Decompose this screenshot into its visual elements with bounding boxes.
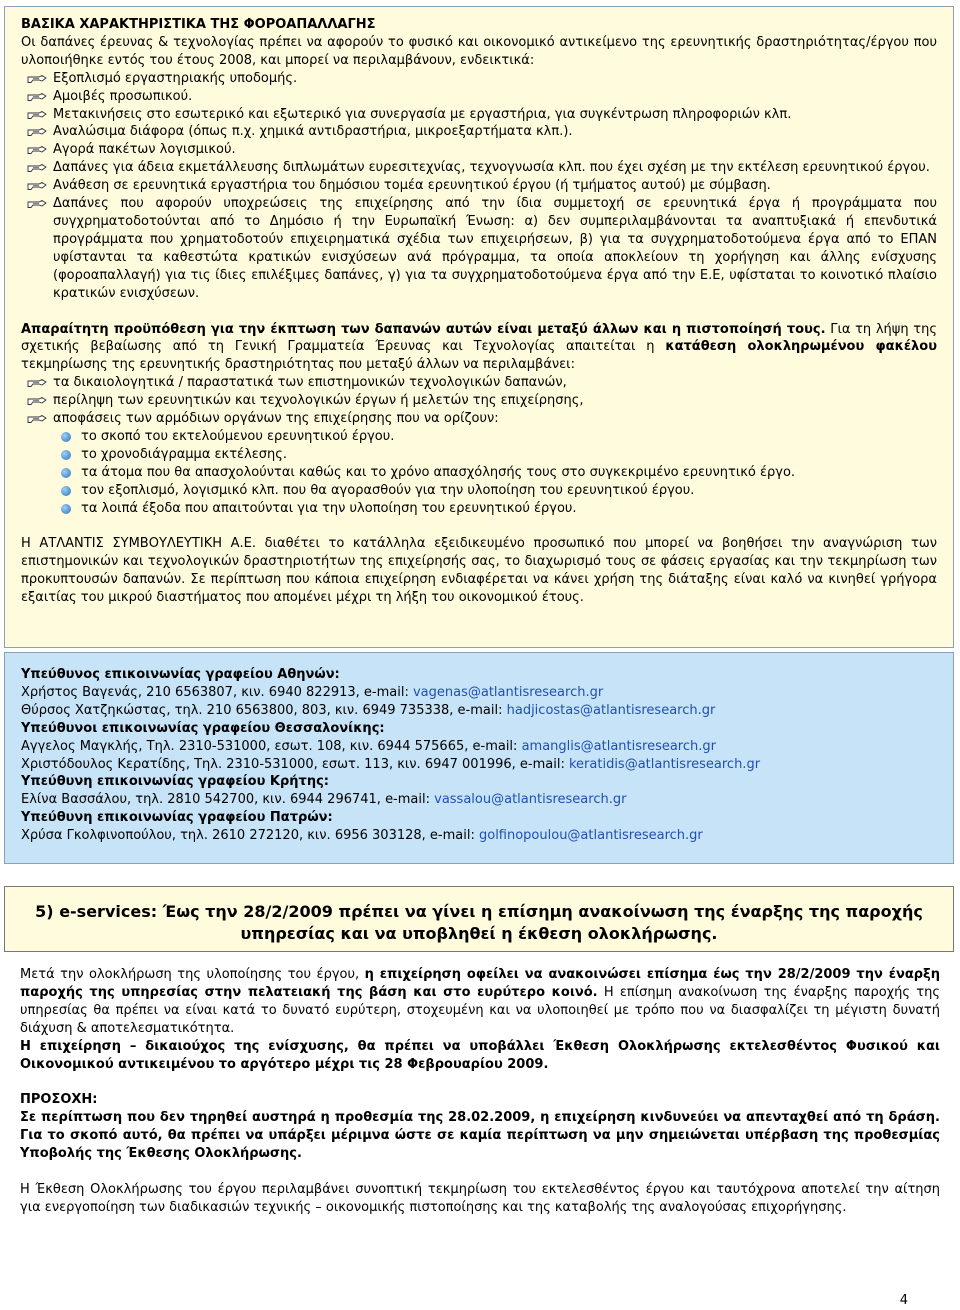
list-item-text: Αναλώσιμα διάφορα (όπως π.χ. χημικά αντιδραστήρια, μικροεξαρτήματα κλπ.). — [53, 124, 573, 140]
crete-office-title: Υπεύθυνη επικοινωνίας γραφείου Κρήτης: — [21, 774, 330, 790]
prerequisite-paragraph — [21, 321, 937, 375]
blue-bullet-icon — [61, 504, 71, 514]
list-item — [21, 106, 937, 124]
list-item-text: Δαπάνες που αφορούν υποχρεώσεις της επιχείρησης από την ίδια συμμετοχή σε ερευνητικά έργα ή προγράμματα που συγχρηματοδοτούνται από το Δημόσιο ή την Ευρωπαϊκή Ένωση: α) δεν συμπεριλαμβάνονται τα αναπτυξιακά ή επενδυτικά προγράμματα που χρηματοδοτούν επιχειρηματικά σχέδια των επιχειρήσεων, β) για τα συγχρηματοδοτούμενα έργα από το ΕΠΑΝ υφίστανται τα καθεστώτα κρατικών ενισχύσεων ανά πρόγραμμα, τα οποία αποκλείουν τη χορήγηση και άλλης ενίσχυσης (φοροαπαλλαγή) για τις ίδιες επιλέξιμες δαπάνες, γ) για τα συγχρηματοδοτούμενα έργα από την Ε.Ε, υφίσταται το κοινοτικό πλαίσιο κρατικών ενισχύσεων. — [53, 196, 937, 301]
contact-details: Ελίνα Βασσάλου, τηλ. 2810 542700, κιν. 6944 296741, e-mail: — [21, 792, 435, 808]
list-item-text: Αγορά πακέτων λογισμικού. — [53, 142, 236, 158]
list-item — [21, 482, 937, 500]
email-link[interactable]: keratidis@atlantisresearch.gr — [568, 756, 761, 772]
list-item — [21, 123, 937, 141]
list-item — [21, 428, 937, 446]
decision-items-list — [21, 428, 937, 518]
list-item-text: Αμοιβές προσωπικού. — [53, 88, 193, 104]
contact-details: Χρύσα Γκολφινοπούλου, τηλ. 2610 272120, κιν. 6956 303128, e-mail: — [21, 828, 479, 844]
list-item — [21, 392, 937, 410]
announcement-bold: η επιχείρηση οφείλει να ανακοινώσει επίσημα έως την 28/2/2009 την έναρξη παροχής της υπηρεσίας στην πελατειακή της βάση και στο ευρύτερο κοινό. — [20, 967, 940, 1000]
email-link[interactable]: golfinopoulou@atlantisresearch.gr — [478, 828, 703, 844]
intro-paragraph: Οι δαπάνες έρευνας & τεχνολογίας πρέπει να αφορούν το φυσικό και οικονομικό αντικείμενο της ερευνητικής δραστηριότητας/έργου που υλοποιήθηκε εντός του έτους 2008, και μπορεί να περιλαμβάνουν, ενδεικτικά: — [21, 34, 937, 68]
list-item — [21, 159, 937, 177]
blue-bullet-icon — [61, 432, 71, 442]
list-item-text: τον εξοπλισμό, λογισμικό κλπ. που θα αγορασθούν για την υλοποίηση του ερευνητικού έργου. — [81, 482, 695, 498]
list-item — [21, 446, 937, 464]
list-item-text: το χρονοδιάγραμμα εκτέλεσης. — [81, 446, 288, 462]
contact-details: Χρήστος Βαγενάς, 210 6563807, κιν. 6940 822913, e-mail: — [21, 684, 413, 700]
pointing-hand-icon — [27, 200, 47, 208]
blue-bullet-icon — [61, 486, 71, 496]
e-services-heading: 5) e-services: Έως την 28/2/2009 πρέπει να γίνει η επίσημη ανακοίνωση της έναρξης της παροχής υπηρεσίας και να υποβληθεί η έκθεση ολοκλήρωσης. — [35, 902, 923, 943]
patra-office-title: Υπεύθυνη επικοινωνίας γραφείου Πατρών: — [21, 810, 333, 826]
pointing-hand-icon — [27, 164, 47, 172]
list-item — [21, 70, 937, 88]
contact-line — [21, 756, 937, 774]
contact-line — [21, 702, 937, 720]
pointing-hand-icon — [27, 146, 47, 154]
prerequisite-bold: Απαραίτητη προϋπόθεση για την έκπτωση των δαπανών αυτών είναι μεταξύ άλλων και η πιστοποίησή τους. — [21, 321, 826, 337]
contacts-box — [4, 652, 954, 864]
list-item — [21, 374, 937, 392]
blue-bullet-icon — [61, 450, 71, 460]
pointing-hand-icon — [27, 128, 47, 136]
list-item-text: το σκοπό του εκτελούμενου ερευνητικού έργου. — [81, 428, 395, 444]
blue-bullet-icon — [61, 468, 71, 478]
list-item-text: περίληψη των ερευνητικών και τεχνολογικών έργων ή μελετών της επιχείρησης, — [53, 393, 584, 409]
pointing-hand-icon — [27, 111, 47, 119]
e-services-heading-box — [4, 886, 954, 952]
e-services-body — [20, 966, 940, 1217]
dossier-items-list — [21, 374, 937, 428]
contact-line — [21, 791, 937, 809]
attention-text: Σε περίπτωση που δεν τηρηθεί αυστηρά η προθεσμία της 28.02.2009, η επιχείρηση κινδυνεύει να απενταχθεί από τη δράση. Για το σκοπό αυτό, θα πρέπει να υπάρξει μέριμνα ώστε σε καμία περίπτωση να μην σημειώνεται υπέρβαση της προθεσμίας Υποβολής της Έκθεσης Ολοκλήρωσης. — [20, 1110, 940, 1162]
pointing-hand-icon — [27, 75, 47, 83]
announcement-paragraph — [20, 966, 940, 1038]
pointing-hand-icon — [27, 379, 47, 387]
email-link[interactable]: amanglis@atlantisresearch.gr — [521, 738, 716, 754]
contact-details: Χριστόδουλος Κερατίδης, Τηλ. 2310-531000, εσωτ. 113, κιν. 6947 001996, e-mail: — [21, 756, 569, 772]
pointing-hand-icon — [27, 93, 47, 101]
report-description-paragraph: Η Έκθεση Ολοκλήρωσης του έργου περιλαμβάνει συνοπτική τεκμηρίωση του εκτελεσθέντος έργου και ταυτόχρονα αποτελεί την αίτηση για ενεργοποίηση των διαδικασιών τεχνικής – οικονομικής πιστοποίησης και της καταβολής της αναλογούσας επιχορήγησης. — [20, 1182, 940, 1215]
list-item-text: τα δικαιολογητικά / παραστατικά των επιστημονικών τεχνολογικών δαπανών, — [53, 375, 567, 391]
thessaloniki-office-title: Υπεύθυνοι επικοινωνίας γραφείου Θεσσαλονίκης: — [21, 720, 385, 736]
tax-exemption-section — [4, 6, 954, 648]
list-item-text: αποφάσεις των αρμόδιων οργάνων της επιχείρησης που να ορίζουν: — [53, 411, 499, 427]
contact-details: Αγγελος Μαγκλής, Τηλ. 2310-531000, εσωτ. 108, κιν. 6944 575665, e-mail: — [21, 738, 522, 754]
expense-items-list — [21, 70, 937, 303]
pointing-hand-icon — [27, 397, 47, 405]
prerequisite-bold-dossier: κατάθεση ολοκληρωμένου φακέλου — [665, 339, 937, 355]
list-item — [21, 195, 937, 302]
list-item-text: τα λοιπά έξοδα που απαιτούνται για την υλοποίηση του ερευνητικού έργου. — [81, 500, 577, 516]
list-item — [21, 88, 937, 106]
attention-title: ΠΡΟΣΟΧΗ: — [20, 1092, 98, 1108]
contact-line — [21, 827, 937, 845]
pointing-hand-icon — [27, 415, 47, 423]
list-item — [21, 141, 937, 159]
list-item — [21, 464, 937, 482]
athens-office-title: Υπεύθυνος επικοινωνίας γραφείου Αθηνών: — [21, 667, 340, 682]
email-link[interactable]: vassalou@atlantisresearch.gr — [434, 792, 627, 808]
list-item — [21, 410, 937, 428]
prerequisite-text: Για τη λήψη της σχετικής βεβαίωσης από τη Γενική Γραμματεία Έρευνας και Τεχνολογίας απαιτείται η — [21, 321, 937, 355]
list-item — [21, 500, 937, 518]
pointing-hand-icon — [27, 182, 47, 190]
list-item — [21, 177, 937, 195]
list-item-text: τα άτομα που θα απασχολούνται καθώς και το χρόνο απασχόλησής τους στο συγκεκριμένο ερευνητικό έργο. — [81, 464, 796, 480]
report-paragraph: Η επιχείρηση – δικαιούχος της ενίσχυσης, θα πρέπει να υποβάλλει Έκθεση Ολοκλήρωσης εκτελεσθέντος Φυσικού και Οικονομικού αντικειμένου το αργότερο μέχρι τις 28 Φεβρουαρίου 2009. — [20, 1038, 940, 1072]
closing-paragraph: Η ΑΤΛΑΝΤΙΣ ΣΥΜΒΟΥΛΕΥΤΙΚΗ Α.Ε. διαθέτει το κατάλληλα εξειδικευμένο προσωπικό που μπορεί να βοηθήσει την αναγνώριση των επιστημονικών και τεχνολογικών δραστηριοτήτων της επιχείρησής σας, το διαχωρισμό τους σε φάσεις εργασίας και την τεκμηρίωση των προκυπτουσών δαπανών. Σε περίπτωση που κάποια επιχείρηση ενδιαφέρεται να κάνει χρήση της διάταξης είναι καλό να κινηθεί γρήγορα εξαιτίας του μικρού διαστήματος που απομένει μέχρι τη λήξη του οικονομικού έτους. — [21, 536, 937, 606]
announcement-text-end: Η επίσημη ανακοίνωση της έναρξης παροχής της υπηρεσίας θα πρέπει να είναι κατά το δυνατό ευρύτερη, στοχευμένη και να υλοποιηθεί με τρόπο που να διασφαλίζει τη μέγιστη δυνατή διάχυση & αποτελεσματικότητα. — [20, 984, 940, 1036]
list-item-text: Ανάθεση σε ερευνητικά εργαστήρια του δημόσιου τομέα ερευνητικού έργου (ή τμήματος αυτού) με σύμβαση. — [53, 178, 771, 194]
contact-details: Θύρσος Χατζηκώστας, τηλ. 210 6563800, 803, κιν. 6949 735338, e-mail: — [21, 702, 507, 718]
email-link[interactable]: vagenas@atlantisresearch.gr — [412, 684, 604, 700]
list-item-text: Μετακινήσεις στο εσωτερικό και εξωτερικό για συνεργασία με εργαστήρια, για συγκέντρωση πληροφοριών κλπ. — [53, 106, 792, 122]
announcement-text: Μετά την ολοκλήρωση της υλοποίησης του έργου, — [20, 967, 365, 982]
list-item-text: Δαπάνες για άδεια εκμετάλλευσης διπλωμάτων ευρεσιτεχνίας, τεχνογνωσία κλπ. που έχει σχέση με την εκτέλεση ερευνητικού έργου. — [53, 160, 930, 176]
list-item-text: Εξοπλισμό εργαστηριακής υποδομής. — [53, 70, 298, 86]
page-number: 4 — [899, 1293, 908, 1308]
contact-line — [21, 684, 937, 702]
prerequisite-text-end: τεκμηρίωσης της ερευνητικής δραστηριότητας που μεταξύ άλλων να περιλαμβάνει: — [21, 357, 575, 373]
section-title: ΒΑΣΙΚΑ ΧΑΡΑΚΤΗΡΙΣΤΙΚΑ ΤΗΣ ΦΟΡΟΑΠΑΛΛΑΓΗΣ — [21, 17, 376, 32]
email-link[interactable]: hadjicostas@atlantisresearch.gr — [506, 702, 716, 718]
contact-line — [21, 738, 937, 756]
